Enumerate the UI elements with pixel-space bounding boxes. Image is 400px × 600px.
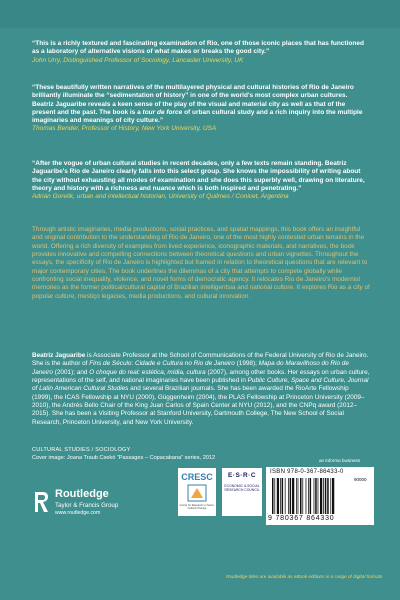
barcode-bar (315, 478, 317, 514)
publisher-name: Routledge (55, 488, 109, 500)
author-bio (32, 352, 370, 427)
barcode-bar (330, 478, 331, 514)
bio-text: is Associate Professor at the School of Communications of the Federal University of Rio de Janeiro. She is the author of (32, 352, 369, 368)
barcode-number: 9 780367 864330 (268, 515, 335, 522)
bio-title: O choque do real: estética, mídia, cultura (89, 368, 206, 376)
cresc-logo (178, 468, 216, 516)
book-description: Through artistic imaginaries, media productions, social practices, and spatial mappings, this book offers an insightful and original contribution to the understanding of Rio de Janeiro, one of the most highly contested urban terrains in the world. Offering a rich diversity of examples from lived experience, iconographic materials, and narratives, the book provides innovative and compelling connections between theoretical questions and urban vignettes. Throughout the essays, the specificity of Rio de Janeiro is highlighted but framed in relation to theoretical questions that are relevant to major contemporary cities. The book underlines the dilemmas of a city that attempts to compete globally while confronting social inequality, violence, and novel forms of democratic agency. It relocates Rio de Janeiro's modernist memories as the former political/cultural capital of Brazilian intelligentsia and national culture. It explores Rio as a city of popular culture, mestiço legacies, media productions, and cultural innovation. (32, 226, 370, 300)
publisher-group: Taylor & Francis Group (55, 502, 119, 509)
barcode-bar (318, 478, 319, 514)
cresc-mark-icon (187, 484, 207, 502)
blurb-2 (32, 84, 370, 134)
isbn-number: ISBN 978-0-367-86433-0 (270, 469, 344, 475)
barcode-bar (280, 478, 281, 514)
esrc-logo (222, 468, 262, 516)
bio-title: Fins de Século: Cidade e Cultura no Rio de Janeiro (89, 360, 235, 368)
barcode-bar (327, 478, 329, 514)
blurb-attribution: Adrián Gorelik, urban and intellectual historian, University of Quilmes / Conicet, Argentina (32, 193, 289, 201)
ebook-note: Routledge titles are available as eBook editions in a range of digital formats (226, 574, 383, 579)
bio-text: and several Brazilian journals. She has been awarded the RioArte Fellowship (1999), the ICAS Fellowship at NYU (2000), Güggenheim (2004), the PLAS Fellowship at Princeton University (2009–2010), the Andrés Bello Chair of the King Juan Carlos of Spain Center at NYU (2012), and the CNPq award (2012–2015). She has been a Visiting Professor at Stanford University, Dartmouth College, The New School of Social Research, Princeton University, and New York University. (32, 385, 365, 426)
blurb-1 (32, 40, 370, 65)
blurb-quote (32, 84, 370, 125)
cresc-subtitle: Centre for Research on Socio-Cultural Change (179, 504, 215, 510)
barcode-bar (298, 478, 299, 514)
bio-text: (2007), among other books. Her essays on urban culture, representations of the self, and national imaginaries have been published in (32, 368, 370, 385)
publisher-url[interactable]: www.routledge.com (55, 510, 101, 516)
barcode-bar (300, 478, 302, 514)
bio-title: Public Culture, Space and Culture, Journal of Latin American Cultural Studies (32, 377, 369, 393)
blurb-attribution: Thomas Bender, Professor of History, New York University, USA (32, 125, 217, 133)
barcode-bar (323, 478, 324, 514)
barcode-bar (320, 478, 322, 514)
subject-category: CULTURAL STUDIES / SOCIOLOGY (32, 447, 131, 453)
cresc-label: CRESC (181, 472, 213, 482)
blurb-quote-part: of urban cultural study and a rich inquiry into the multiple imaginaries and meanings of city culture.” (32, 108, 363, 125)
price-code: 90000 (354, 477, 367, 482)
barcode-bar (296, 478, 297, 514)
cover-image-credit: Cover image: Joana Traub Csekö “Passages – Copacabana” series, 2012 (32, 455, 216, 461)
barcode-bar (274, 478, 275, 514)
bio-text: (1998); (234, 360, 259, 368)
barcode-bar (302, 478, 303, 514)
barcode-bar (314, 478, 315, 514)
barcode-bar (325, 478, 327, 514)
blurb-quote-part: “These beautifully written narratives of the multilayered physical and cultural histories of Rio de Janeiro brilliantly illuminate the “sedimentation of history” in one of the world's most complex urban cultures. Beatriz Jaguaribe reveals a keen sense of the play of the visual and material city as well as that of the present and the past. The book is a (32, 84, 354, 116)
barcode (266, 467, 374, 525)
blurb-quote: “This is a richly textured and fascinating examination of Rio, one of those iconic places that has functioned as a laboratory of alternative visions of what makes or breaks the good city.” (32, 40, 364, 56)
barcode-bar (288, 478, 289, 514)
barcode-bar (332, 478, 334, 514)
barcode-bar (272, 478, 274, 514)
routledge-logo-icon (32, 490, 50, 514)
blurb-quote: “After the vogue of urban cultural studies in recent decades, only a few texts remain standing. Beatriz Jaguaribe's Rio de Janeiro clearly falls into this select group. She knows the impossibility of writing about the city without exhausting all modes of examination and she does this superbly well, drawing on literature, theory and history with a richness and nuance which is both inspired and penetrating.” (32, 160, 365, 192)
esrc-subtitle: ECONOMIC & SOCIAL RESEARCH COUNCIL (224, 484, 260, 492)
bio-title: Mapa do Maravilhoso do Rio de Janeiro (32, 360, 349, 376)
blurb-quote-italic: tour de force (142, 108, 183, 116)
barcode-bar (310, 478, 312, 514)
barcode-bar (306, 478, 307, 514)
bio-text: (2001); and (52, 368, 90, 376)
blurb-3 (32, 160, 370, 201)
barcode-bar (290, 478, 292, 514)
author-name: Beatriz Jaguaribe (32, 352, 86, 359)
informa-tagline: an informa business (319, 458, 361, 463)
barcode-bar (292, 478, 294, 514)
barcode-bar (308, 478, 309, 514)
barcode-bar (285, 478, 286, 514)
blurb-attribution: John Urry, Distinguished Professor of Sociology, Lancaster University, UK (32, 56, 244, 64)
top-band (0, 0, 400, 28)
barcode-bars (272, 478, 352, 514)
esrc-label: E·S·R·C (227, 472, 257, 479)
barcode-bar (277, 478, 279, 514)
barcode-bar (282, 478, 284, 514)
